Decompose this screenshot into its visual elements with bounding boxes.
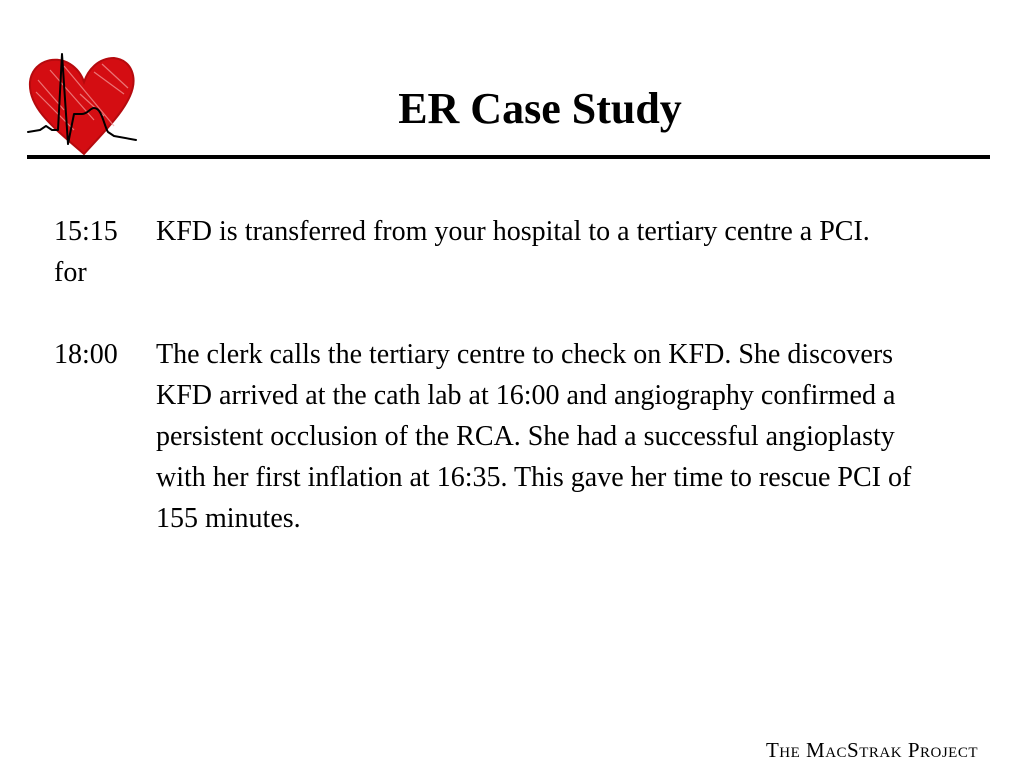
entry-time-suffix: for	[54, 257, 87, 288]
entry-text: The clerk calls the tertiary centre to check on KFD. She discovers KFD arrived at the cath lab at 16:00 and angiography confirmed a persistent occlusion of the RCA. She had a successful angioplasty with her first inflation at 16:35. This gave her time to rescue PCI of 155 minutes.	[156, 339, 912, 534]
slide-title: ER Case Study	[398, 84, 682, 133]
entry-time: 18:00	[54, 339, 118, 370]
timeline-entry-1515	[54, 211, 954, 288]
heart-ecg-icon	[24, 50, 142, 158]
entry-text: KFD is transferred from your hospital to a tertiary centre a PCI.	[156, 216, 870, 247]
title-divider	[27, 155, 990, 159]
timeline-entry-1800	[54, 334, 954, 539]
entry-time: 15:15	[54, 216, 118, 247]
footer-project-name: The MacStrak Project	[765, 738, 978, 762]
